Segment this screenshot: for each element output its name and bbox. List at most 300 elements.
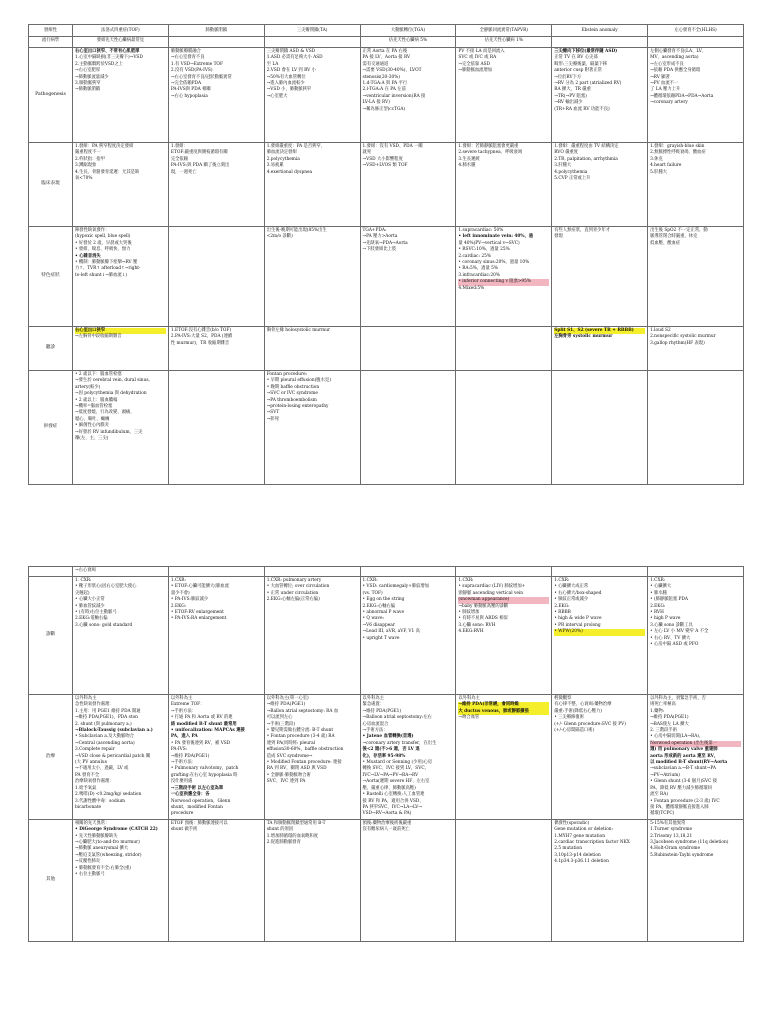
cell-text-line: PA 接 LV、Aorta 接 RV [362,55,411,61]
table-cell [552,143,648,227]
cell-text-line: 完全依賴 [170,156,189,162]
cell-text-line: 脈導管閉合時嚴重，休克 [650,234,698,240]
cell-text-line: →Central (ascending aorta) [75,740,135,746]
cell-text-line: 大 ductus venous，肺或靜脈擴張 [458,709,549,715]
cell-text-line: shunt，modified Fontan [170,804,223,810]
cell-text-line: →Balloon atrial septostomy:左右 [362,715,432,721]
table-cell [648,227,744,327]
cell-text-line: 1.給予氧氣 [75,785,97,791]
cell-text-line: 1.CXR: [650,578,666,583]
cell-text-line: 4.heart failure [650,163,682,169]
cell-text-line: (+/- Glenn procedure:SVC 接 PV) [554,721,626,727]
table-2-container [28,566,744,942]
cell-text-line: LV-LA 接 RV) [362,100,390,106]
cell-text-line: TA 和肺動脈閉鎖型通常用 B-T [266,820,326,826]
table-row [29,819,744,941]
cell-text-line: 2.polycythemia [266,156,300,162]
cell-text-line: 3.休克 [650,156,663,162]
table-cell [648,819,744,941]
cell-text-line: 化)，存活率 95-98% [362,753,406,759]
cell-text-line: →左心室形成不良 [650,61,684,67]
cell-text-line: 嚴重:手術(降低右心壓力) [554,708,602,714]
table-cell [648,371,744,485]
table-cell [552,371,648,485]
epidemiology-cell [168,37,264,48]
cell-text-line: 流至 RA) [650,792,669,798]
cell-text-line: 1.心室中隔缺損(非三尖瓣下)→VSD [75,55,143,61]
cell-text-line: • Mustard or Senning (少用)心房 [362,760,433,766]
cell-text-line: stenosis(20-30%) [362,74,400,80]
cell-text-line: 2.Trisomy 13,18,21 [650,833,693,839]
cell-text-line: 就死 [362,150,372,156]
cell-text-line: 3.生長遲緩 [458,156,480,162]
cell-text-line: Gene mutation or deletion: [554,827,613,833]
column-header: 法洛式四重症(TOF) [73,25,169,37]
cell-text-line: • WPW(20%) [554,629,645,635]
table-cell [264,371,360,485]
continuation-cell [168,567,264,577]
table-row [29,327,744,371]
table-cell [456,327,552,371]
row-label: 其他 [29,819,73,941]
cell-text-line: →機率=腦血管栓塞 [75,404,113,410]
cell-text-line: • 有時不易與 ARDS 相似 [458,616,508,622]
cell-text-line: 1.CXR: [458,578,474,583]
cell-text-line: • Pulmonary valvotomy，patch [170,766,239,772]
cell-text-line: effusion30-60%，baffle obstruction [266,747,344,753]
cell-text-line: 以外科為主 [170,696,193,701]
cell-text-line: →手術(三階段) [266,721,296,727]
cell-text-line: 2.l-TGA:A 在 PA 左前 [362,87,406,93]
cell-text-line: 3.心臟 sono 診斷工具 [650,622,693,628]
table-cell [168,371,264,485]
cell-text-line: 三尖瓣向下移位(最常伴隨 ASD) [554,49,618,54]
cell-text-line: • 正常 under circulation [266,590,319,596]
cell-text-line: →吻合血管 [458,715,480,721]
cell-text-line: 壓，嚴重心律、肺動脈高壓) [362,785,416,791]
cell-text-line: 1.CXR: [362,578,378,583]
cell-text-line: • 右心擴大/box-shaped [554,590,602,596]
cell-text-line: 1.CXR: pulmonary artery [266,578,322,583]
cell-text-line: 3.10p13-p14 deletion [554,852,601,858]
cell-text-line: • Subclavian a.及大動脈吻合 [75,734,134,740]
cell-text-line: • 大血管轉位; over circulation [266,584,330,590]
cell-text-line: • 機制：肺動脈瓣下痙攣→RV 壓 [75,260,138,266]
cell-text-line: 2. 三階段手術 [650,728,678,734]
cell-text-line: 3.肺動脈狹窄 [75,81,101,87]
cell-text-line: • Fontan procedure (2-3 歲) IVC [650,798,720,804]
cell-text-line: to-left shunt↓→肺血流↓) [75,272,127,278]
cell-text-line: 1.主用：用 PGE1 維持 PDA 開通 [75,708,141,714]
cell-text-line: 至 LA [266,61,279,67]
cell-text-line: 以外科為主(單一心室) [266,696,309,701]
cell-text-line: →VSD+LVOS 類 TOF [362,163,408,169]
cell-text-line: 急性缺氧發作處理： [75,702,114,708]
cell-text-line: →手術方法： [362,728,388,734]
cell-text-line: • 心雜音消失 [75,253,101,259]
cell-text-line: 4.生長、骨骼發育延遲：尤其是缺 [75,169,140,175]
cell-text-line: • 肺血管紋減少 [75,603,105,609]
cell-text-line: 2. shunt (與 pulmonary a.) [75,721,132,727]
column-header: 肺動脈閉鎖 [168,25,264,37]
cell-text-line: • Glenn shunt (3-6 個月)SVC 接 [650,779,718,785]
cell-text-line: • 肺紋正常或減少 [554,597,589,603]
cell-text-line: • Modified Fontan procedure: 連接 [266,760,342,766]
cell-text-line: →肺動脈閉鎖 [75,87,101,93]
cell-text-line: 左胸骨旁 systolic murmur [554,334,613,340]
cell-text-line: PA，降低 RV 壓力減少肺循環回 [650,785,712,791]
cell-text-line: • RVH [650,610,664,616]
cell-text-line: • DiGeorge Syndrome (CATCH 22) [75,827,158,833]
cell-text-line: 4.Holt-Oram syndrome [650,846,701,852]
cell-text-line: 4.polycythemia [554,169,588,175]
cell-text-line: • 晚期 baffle obstruction [266,384,320,390]
cell-text-line: 有些人無症狀，直到青少年才 [554,228,611,233]
cell-text-line: →因 polycythemia 與 dehydration [75,391,147,397]
row-label: 併發症 [29,371,73,485]
cell-text-line: • high & wide P wave [554,616,602,622]
cell-text-line: 2.沒有 VSD(PA-IVS) [170,68,213,74]
cell-text-line: →50%有大血管轉位 [266,74,306,80]
row-label: 診斷 [29,577,73,695]
table-cell [73,371,169,485]
cell-text-line: IVC→LV→PA→PV→RA→RV [362,772,419,778]
cell-text-line: 1.MYH7 gene mutation [554,833,605,839]
cell-text-line: →反覆性肺炎 [75,859,101,865]
cell-text-line: • (有時)右位主動脈弓 [75,610,117,616]
continuation-row [29,567,744,577]
cell-text-line: →左胸骨中段收縮期雜音 [75,334,122,340]
cell-text-line: 4.exertional dyspnea [266,169,313,175]
table-cell [73,327,169,371]
cell-text-line: →VSD 大小影響程度 [362,156,403,162]
row-label: 聽診 [29,327,73,371]
cell-text-line: 1.ETOF:沒有心雜音(b/o TOF) [170,328,232,333]
cell-text-line: 4.肺水腫 [458,163,476,169]
cell-text-line: 則死亡率極高 [650,702,676,708]
epidemiology-cell [264,37,360,48]
cell-text-line: • PA-IVS:RA enlargement [170,616,227,622]
cell-text-line: ETOF 預後：肺動脈連接可以 [170,820,228,826]
cell-text-line: 2.EKG:電軸右偏 [75,616,108,622]
epidemiology-cell [552,37,648,48]
epidemiology-cell: 佔先天性心臟病 5% [360,37,456,48]
cell-text-line: 2.無脈搏性呼吸衰竭、酸血症 [650,150,706,156]
table-cell [264,327,360,371]
cell-text-line: • 肺動脈發育不全:右肺全(重) [75,865,131,871]
cell-text-line: • Rastelli 心室轉換:人工血管連 [362,792,425,798]
cell-text-line: 2.EKG:心軸左偏(正常右偏) [266,597,320,603]
cell-text-line: 3.肝腫大 [554,163,572,169]
cell-text-line: 肺血流決定發紺 [266,150,297,156]
cell-text-line: 1.Turner syndrome [650,827,692,833]
cell-text-line: • 早期 pleural effusion(腹水見) [266,378,331,384]
cell-text-line: →三階段手術 以左心室為單 [170,785,224,791]
cell-text-line: • 心房中隔 ASD 或 PFO [650,642,699,648]
cell-text-line: 以外科為主 [362,696,385,701]
cell-text-line: (snowman appearance) [458,597,549,603]
cell-text-line: PA-IVS與 PDA 相關 [170,87,211,93]
cell-text-line: Extreme TOF： [170,702,205,708]
cell-text-line: 2.PA-IVS:大量 S2，PDA (連續 [170,334,233,340]
cell-text-line: →肺動脈血流增加 [458,68,493,74]
cell-text-line: 肺動脈瓣膜融合 [170,49,201,54]
cell-text-line: 心房血流混合 [362,721,389,727]
cell-text-line: ETOF:嚴重度與側枝循環有關 [170,150,228,156]
cell-text-line: →手術方法： [170,708,196,714]
cell-text-line: 1.發紺嚴重度：PA 是否狹窄、 [266,144,326,149]
table-cell [456,577,552,695]
table-row [29,227,744,327]
table-cell [648,577,744,695]
cell-text-line: 2.severe tachypnea、呼吸衰竭 [458,150,523,156]
cell-text-line: 3.心臟 sono: gold standard [75,622,133,628]
cell-text-line: →不適用太小，過嚴，LV 或 [75,766,129,772]
cell-text-line: 1.loud S2 [650,328,671,333]
cell-text-line: →手術方法： [170,760,196,766]
table-cell [73,695,169,820]
continuation-cell: →右心衰竭 [73,567,169,577]
table-cell [552,327,648,371]
cell-text-line: →維持 PDA(PGE1) [362,708,402,714]
table-cell [552,819,648,941]
table-cell [456,819,552,941]
column-header: 全靜脈回流異常(TAPVR) [456,25,552,37]
cell-text-line: →發生於 cerebral vein, dural sinus, [75,378,150,384]
cell-text-line: PV 不接 LA 而是回流入 [458,49,505,54]
cell-text-line: shunt 做手術 [170,827,198,833]
cell-text-line: • abnormal P wave [362,610,404,616]
table-cell [360,695,456,820]
cell-text-line: • left innominate vein: 40%，過 [458,234,534,240]
cell-text-line: 氧<70% [75,176,93,182]
cell-text-line: →RV 輸出減少 [554,100,583,106]
row-label: 流行病學 [29,37,73,48]
table-1-container [28,24,744,485]
cell-text-line: TGA+PDA: [362,228,387,233]
continuation-cell [360,567,456,577]
cell-text-line: 2.主動脈騎跨於VSD之上 [75,61,123,67]
cell-text-line: • 打通 PA 和 Aorta 或 RV 的連 [170,715,233,721]
cell-text-line: • 心臟擴大成正常 [554,584,589,590]
cell-text-line: • 發紺、喘息、呼吸快、無力 [75,247,131,253]
cell-text-line: →VSD 小、肺動脈狹窄 [266,87,312,93]
cell-text-line: 一心室供應全身：各 [170,792,210,798]
cell-text-line: 右心室出口狹窄、不常有心肌肥厚 [75,49,140,54]
cell-text-line: PA 發育不全 [75,772,100,778]
cell-text-line: →猝死 [266,416,279,422]
table-cell [264,143,360,227]
cell-text-line: →PV→Atrium) [650,772,680,778]
cell-text-line: • VSD: cardiomegaly+肺紋增加 [362,584,429,590]
cell-text-line: →ventricular inversion(RA 接 [362,93,426,99]
cell-text-line: 2.TR, palpitation, arrhythmia [554,156,618,162]
cell-text-line: • Q wave: [362,616,384,622]
cell-text-line: 1.supracardiac: 50% [458,228,504,233]
cell-text-line: 以 modified B-T shunt(RV→Aorta [650,760,728,766]
cell-text-line: →進入肺內血流較少 [266,81,305,87]
cell-text-line: →低度發燒、行為改變、頭痛、 [75,410,135,416]
table-cell [648,143,744,227]
cell-text-line: →依賴 PDA 供應全身循環 [650,68,701,74]
cell-text-line: 噁心、嘔吐、癲癇 [75,416,110,422]
cell-text-line: 接 PA，體循環靜脈直接進入肺 [650,804,709,810]
table-cell [168,227,264,327]
cell-text-line: 2.促進肺動脈發育 [266,839,301,845]
cell-text-line: 出生後 SpO2 不一定正常，動 [650,228,708,233]
table-cell [73,143,169,227]
cell-text-line: 右心室出口狹窄 [75,328,166,334]
cell-text-line: →PA thromboembolism [266,397,317,403]
cell-text-line: 2.EKG:心軸右偏 [362,603,396,609]
table-cell [456,48,552,143]
cell-text-line: • 右位主動脈弓 [75,871,105,877]
table-cell [168,143,264,227]
cell-text-line: • PR interval prolong [554,622,601,628]
cell-text-line: →PV 血流不一 [650,81,679,87]
cell-text-line: 相關的先天異常： [75,820,110,826]
cell-text-line: • PA-IVS:肺紋減少 [170,597,209,603]
table-cell [264,577,360,695]
cell-text-line: →Blalock-Taussig (subclavian a.) [75,728,153,734]
table-cell [360,819,456,941]
cell-text-line: 需有交通通道 [362,61,389,67]
cell-text-line: 2.VSD 會在 LV 到 RV 小 [266,68,316,74]
cell-text-line: 沒什麼用處 [170,779,193,785]
cell-text-line: SVC、IVC 連到 PA [266,779,306,785]
cell-text-line: →Lead III, aVR, aVF, V1 高 [362,629,420,635]
cell-text-line: 2.cardiac transcription factor NKX [554,839,630,845]
cell-text-line: 1.發紺：grayish-blue skin [650,144,705,149]
table-cell [456,695,552,820]
cell-text-line: • Jatene 血管轉換(首選) [362,734,414,740]
row-label: 特色症狀 [29,227,73,327]
table-cell [552,227,648,327]
epidemiology-cell [648,37,744,48]
cell-text-line: 以外科為主，須緊急手術，否 [650,696,706,701]
cell-text-line: →肺動脈 aneurysmal 擴大 [75,846,129,852]
cell-text-line: 5.肝腫大 [650,169,668,175]
cell-text-line: • upright T wave [362,635,400,641]
cell-text-line: →RV 分為 2 part (atrialized RV) [554,81,622,87]
continuation-cell [552,567,648,577]
cell-text-line: →Ballon atrial septostomy: RA 血 [266,708,339,714]
cell-text-line: 3.易疲累 [266,163,284,169]
cell-text-line: Norwood operation，Glenn [170,798,231,804]
cell-text-line: 1.發紺：若肺靜脈阻塞會更嚴重 [458,144,519,149]
table-row [29,577,744,695]
cell-text-line: 1. CXR: [75,578,92,583]
table-cell [168,819,264,941]
cell-text-line: • high P wave [650,616,681,622]
cell-text-line: →好發於 RV infundibulum、三尖 [75,429,143,435]
cell-text-line: • Fontan procedure (3-4 歲) RA [266,734,335,740]
cell-text-line: →coronary artery transfer，在出生 [362,740,437,746]
table-cell [648,695,744,820]
cell-text-line: 1.發紺：PA 狹窄程度決定發紺 [75,144,134,149]
cell-text-line: • 2 歲以上：腦血膿瘍 [75,397,118,403]
table-cell [264,48,360,143]
cell-text-line: MV、ascending aorta) [650,55,699,61]
cell-text-line: 正常 TV 在 RV 心尖部 [554,55,598,61]
cell-text-line: <2m/o 診斷) [266,234,293,240]
cell-text-line: • 左心 LV 小 MV 變窄 A 不全 [650,629,709,635]
continuation-cell [648,567,744,577]
cell-text-line: 左側心臟發育不良(LA、LV、 [650,49,707,54]
cell-text-line: →下肢發紺比上肢 [362,247,397,253]
cell-text-line: →SVC or IVC syndrome [266,391,318,397]
cell-text-line: • PA 發育後連到 RV，補 VSD [170,740,231,746]
table-cell [360,371,456,485]
cell-text-line: →subclavian a.→B-T shunt→PA [650,766,716,772]
cell-text-line: 造成 SVC syndrome→ [266,753,313,759]
cell-text-line: 可以流到左心 [266,715,293,721]
cell-text-line: • 先天性肺動脈瓣缺失 [75,833,118,839]
continuation-cell [29,567,73,577]
cell-text-line: →維持 PDA(PGE1) [170,753,210,759]
cell-text-line: 1.發紺：嚴重程度由 TV 結構決定 [554,144,619,149]
cell-text-line: 2.杵狀指：指甲 [75,156,105,162]
cell-text-line: (vs. TOF) [362,590,383,596]
cell-text-line: PA，進入 PA [170,734,198,740]
row-label: Pathogenesis [29,48,73,143]
cell-text-line: anterior cusp 附著正常 [554,68,602,74]
cell-text-line: • 心臟擴大 [650,584,672,590]
cell-text-line: aorta 形成新的 aorta 連至 RV， [650,753,719,759]
cell-text-line: 連到 PA(同時經: pleural [266,740,316,746]
cell-text-line: 1.ASD 必需有足夠大小 ASD [266,55,323,61]
row-label: 治療 [29,695,73,820]
cell-text-line: • 2 歲以下：腦血管栓塞 [75,372,122,377]
cell-text-line: →維持 PDA(PGE1) [266,702,306,708]
cell-text-line: 有心律不整、心衰竭:藥物治療 [554,702,612,708]
table-row [29,48,744,143]
cell-text-line: 3.gallop rhythm(HF 表現) [650,340,705,346]
cell-text-line: 4.1p34.3-p36.11 deletion [554,859,609,865]
cell-text-line: Fontan procedure: [266,372,308,377]
row-label: 臨床表現 [29,143,73,227]
cell-text-line: • RA:5%，過量 5% [458,266,498,272]
cell-text-line: (+/-心房間隔造口術) [554,728,595,734]
cell-text-line: 4.Mixed:5% [458,285,485,291]
cell-text-line: 尖翹起) [75,590,90,596]
cell-text-line: 1.發紺： [170,144,188,149]
table-cell [552,695,648,820]
cell-text-line: (大 PV annulus [75,760,107,766]
cell-text-line: grafting:在右心室 hypoplasia 時 [170,772,238,778]
cell-text-line: • 全靜脈-肺動脈吻合術 [266,772,311,778]
table-cell [73,577,169,695]
cell-text-line: 循環(TCPC) [650,811,675,817]
table-cell [648,327,744,371]
comparison-table-part-1 [28,24,744,485]
cell-text-line: 輕微觀察 [554,696,572,701]
cell-text-line: 2.cardiac: 25% [458,253,491,259]
cell-text-line: 性 murmur)，TR 收縮期雜音 [170,340,230,346]
cell-text-line: 2.嗎啡(D) <0.2mg/kg/ sedation [75,792,142,798]
cell-text-line: PA-IVS: [170,747,188,753]
cell-text-line: →心臟肥大(to-and-fro murmur) [75,839,140,845]
cell-text-line: SVC 或 IVC 或 RA [458,55,497,61]
cell-text-line: shunt 的原因 [266,827,294,833]
cell-text-line: 緊急處置： [362,702,385,708]
cell-text-line: • ETOF:心臟可能擴大(肺血流 [170,584,229,590]
cell-text-line: →維持 PDA(PGE1)，PDA ston [75,715,138,721]
table-cell [552,48,648,143]
cell-text-line: →需要 VSD(30-40%)、LVOT [362,68,422,74]
epidemiology-cell: 佔先天性心臟病 1% [456,37,552,48]
cell-text-line: 現，一週死亡 [170,169,197,175]
